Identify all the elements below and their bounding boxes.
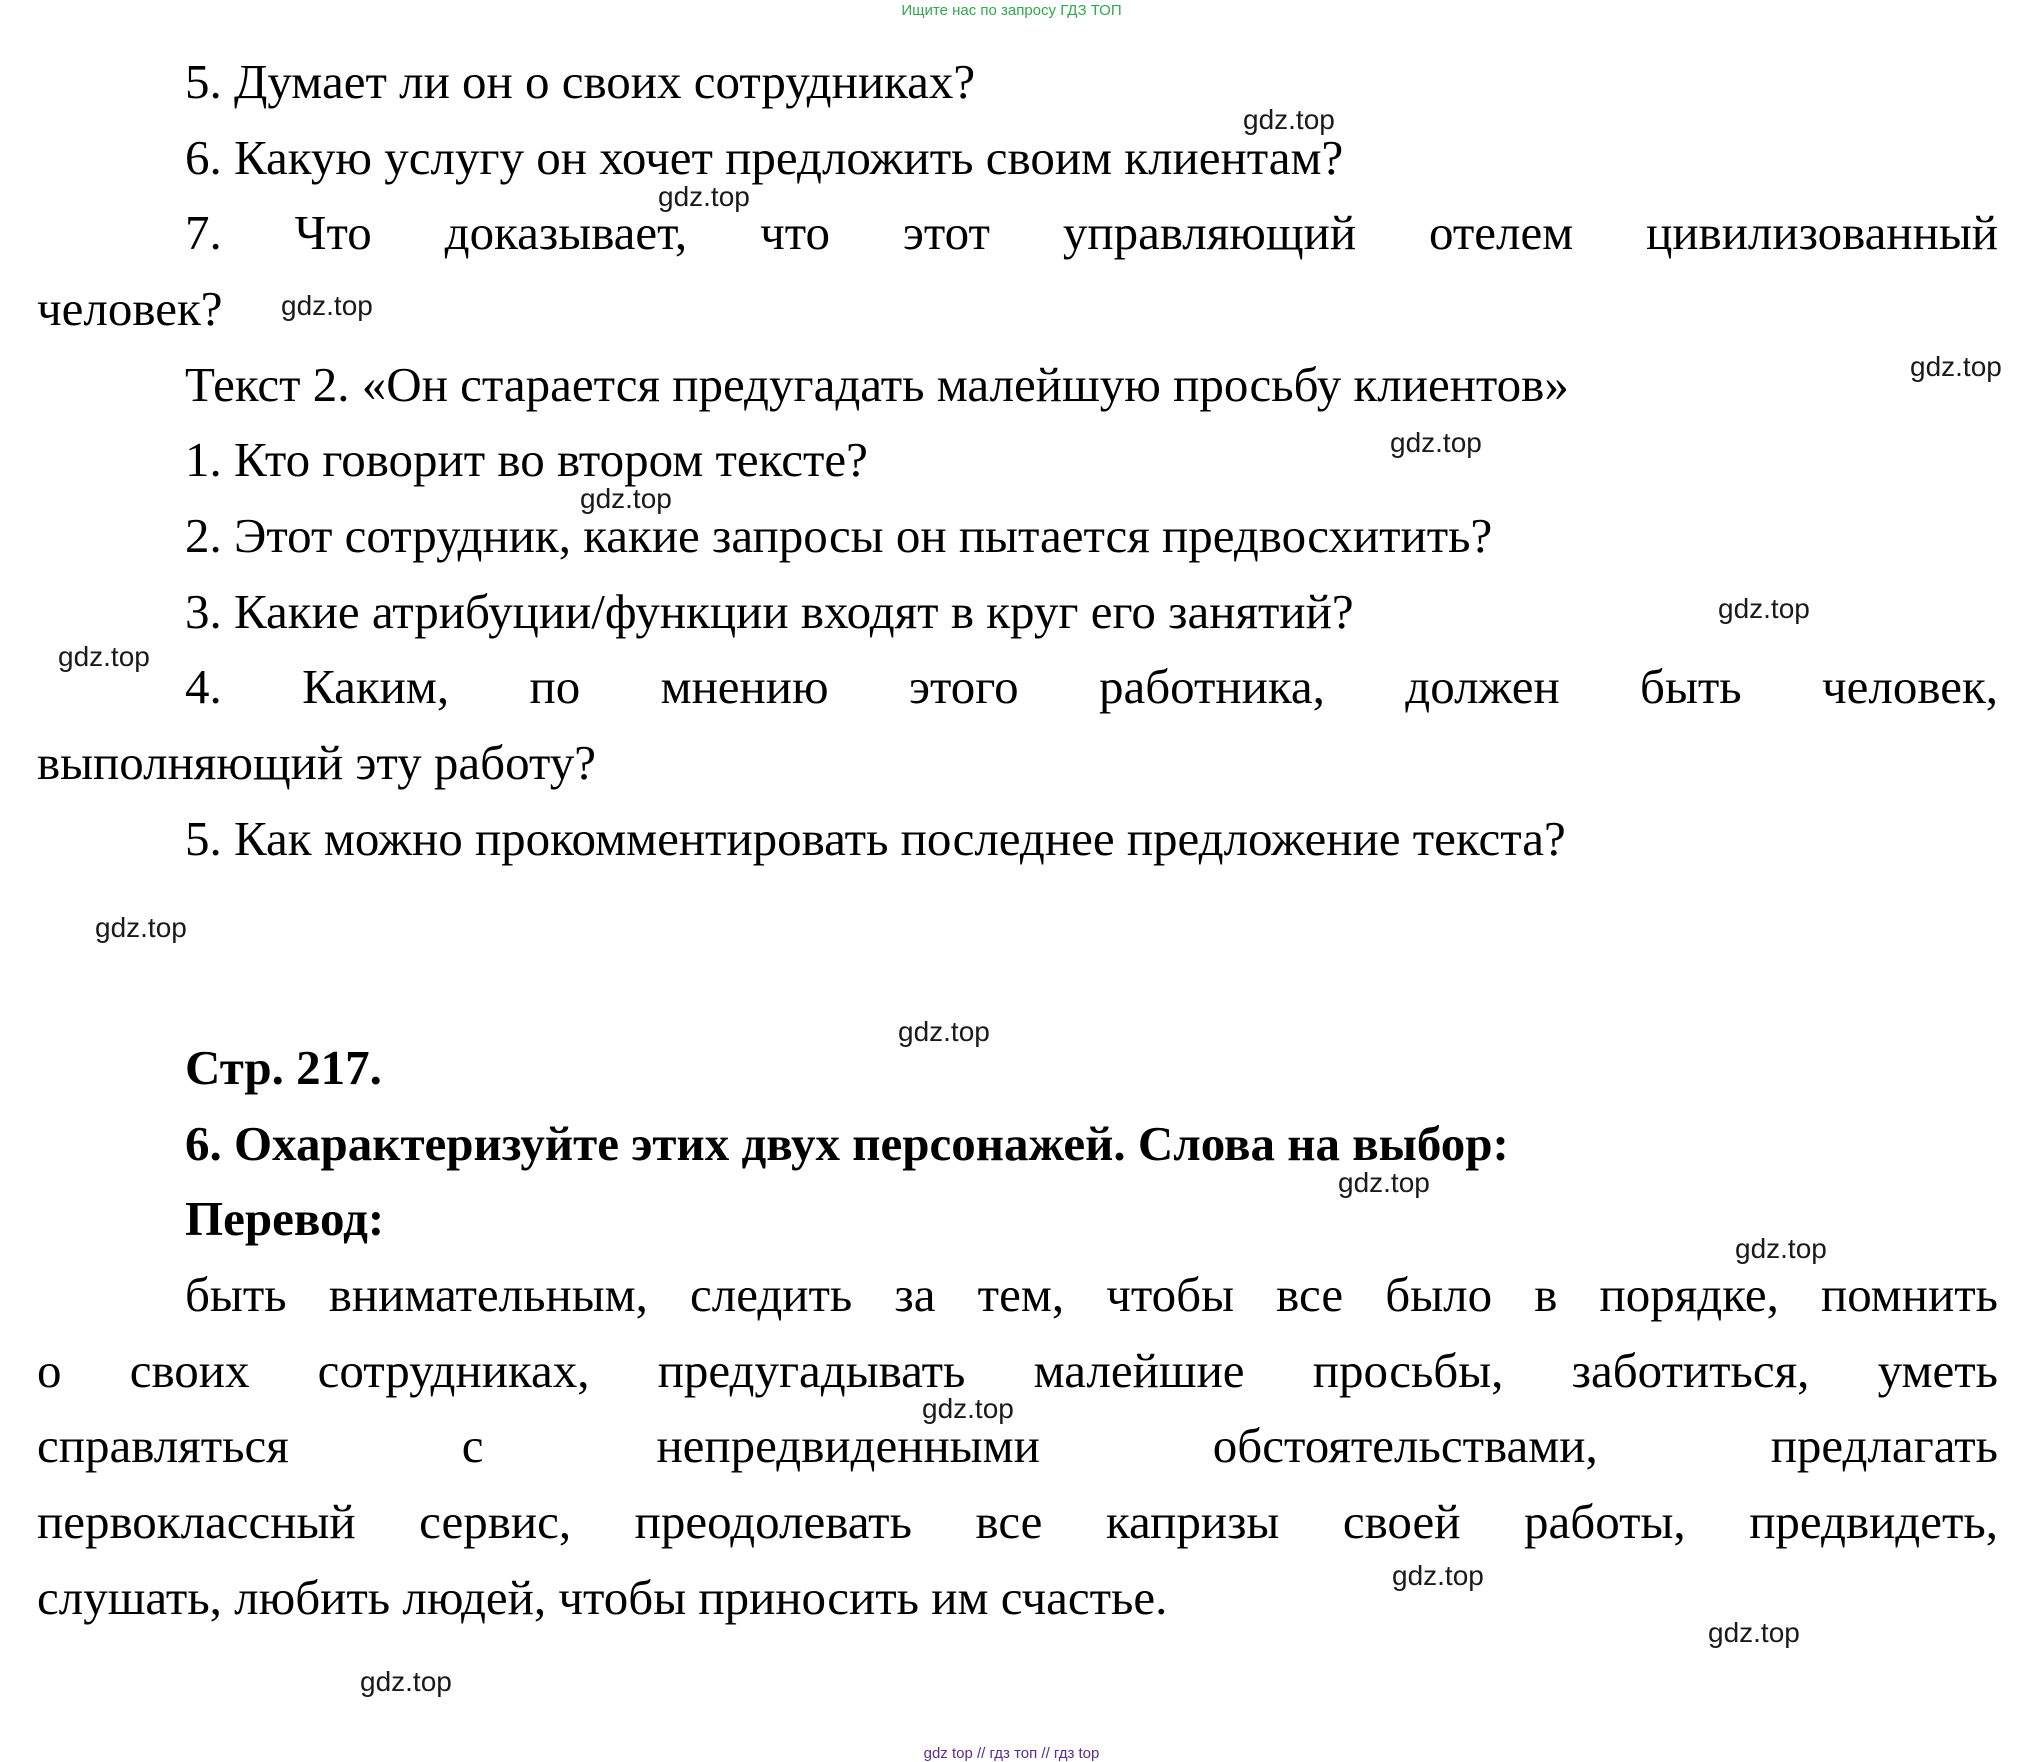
question-line: 6. Какую услугу он хочет предложить своим клиентам? [185, 130, 1344, 185]
question-line: 3. Какие атрибуции/функции входят в круг его занятий? [185, 584, 1354, 639]
search-banner: Ищите нас по запросу ГДЗ ТОП [901, 2, 1122, 19]
page-reference: Стр. 217. [185, 1040, 382, 1095]
question-line: 1. Кто говорит во втором тексте? [185, 432, 868, 487]
watermark: gdz.top [1735, 1233, 1827, 1264]
watermark: gdz.top [360, 1666, 452, 1697]
watermark: gdz.top [1910, 351, 2002, 382]
footer-watermark: gdz top // гдз топ // гдз top [923, 1745, 1100, 1762]
watermark: gdz.top [1392, 1560, 1484, 1591]
watermark: gdz.top [898, 1016, 990, 1047]
translation-line: слушать, любить людей, чтобы приносить им счастье. [37, 1570, 1168, 1625]
question-line: человек? [37, 281, 223, 336]
question-line: 5. Как можно прокомментировать последнее предложение текста? [185, 811, 1566, 866]
translation-line: справляться с непредвиденными обстоятельствами, предлагать [37, 1418, 1998, 1473]
watermark: gdz.top [1390, 427, 1482, 458]
translation-line: о своих сотрудниках, предугадывать малейшие просьбы, заботиться, уметь [37, 1343, 1998, 1398]
question-line: 4. Каким, по мнению этого работника, должен быть человек, [185, 659, 1998, 714]
watermark: gdz.top [1243, 104, 1335, 135]
watermark: gdz.top [95, 912, 187, 943]
translation-line: первоклассный сервис, преодолевать все капризы своей работы, предвидеть, [37, 1494, 1998, 1549]
translation-line: быть внимательным, следить за тем, чтобы все было в порядке, помнить [185, 1267, 1998, 1322]
watermark: gdz.top [1338, 1167, 1430, 1198]
task-heading: 6. Охарактеризуйте этих двух персонажей. Слова на выбор: [185, 1116, 1509, 1171]
watermark: gdz.top [658, 181, 750, 212]
watermark: gdz.top [580, 483, 672, 514]
question-line: 5. Думает ли он о своих сотрудниках? [185, 54, 976, 109]
watermark: gdz.top [922, 1393, 1014, 1424]
question-line: 7. Что доказывает, что этот управляющий отелем цивилизованный [185, 205, 1998, 260]
question-line: 2. Этот сотрудник, какие запросы он пытается предвосхитить? [185, 508, 1493, 563]
translation-label: Перевод: [185, 1191, 385, 1246]
watermark: gdz.top [1708, 1617, 1800, 1648]
watermark: gdz.top [281, 290, 373, 321]
watermark: gdz.top [1718, 593, 1810, 624]
question-line: выполняющий эту работу? [37, 735, 596, 790]
text-heading: Текст 2. «Он старается предугадать малейшую просьбу клиентов» [185, 357, 1569, 412]
watermark: gdz.top [58, 641, 150, 672]
